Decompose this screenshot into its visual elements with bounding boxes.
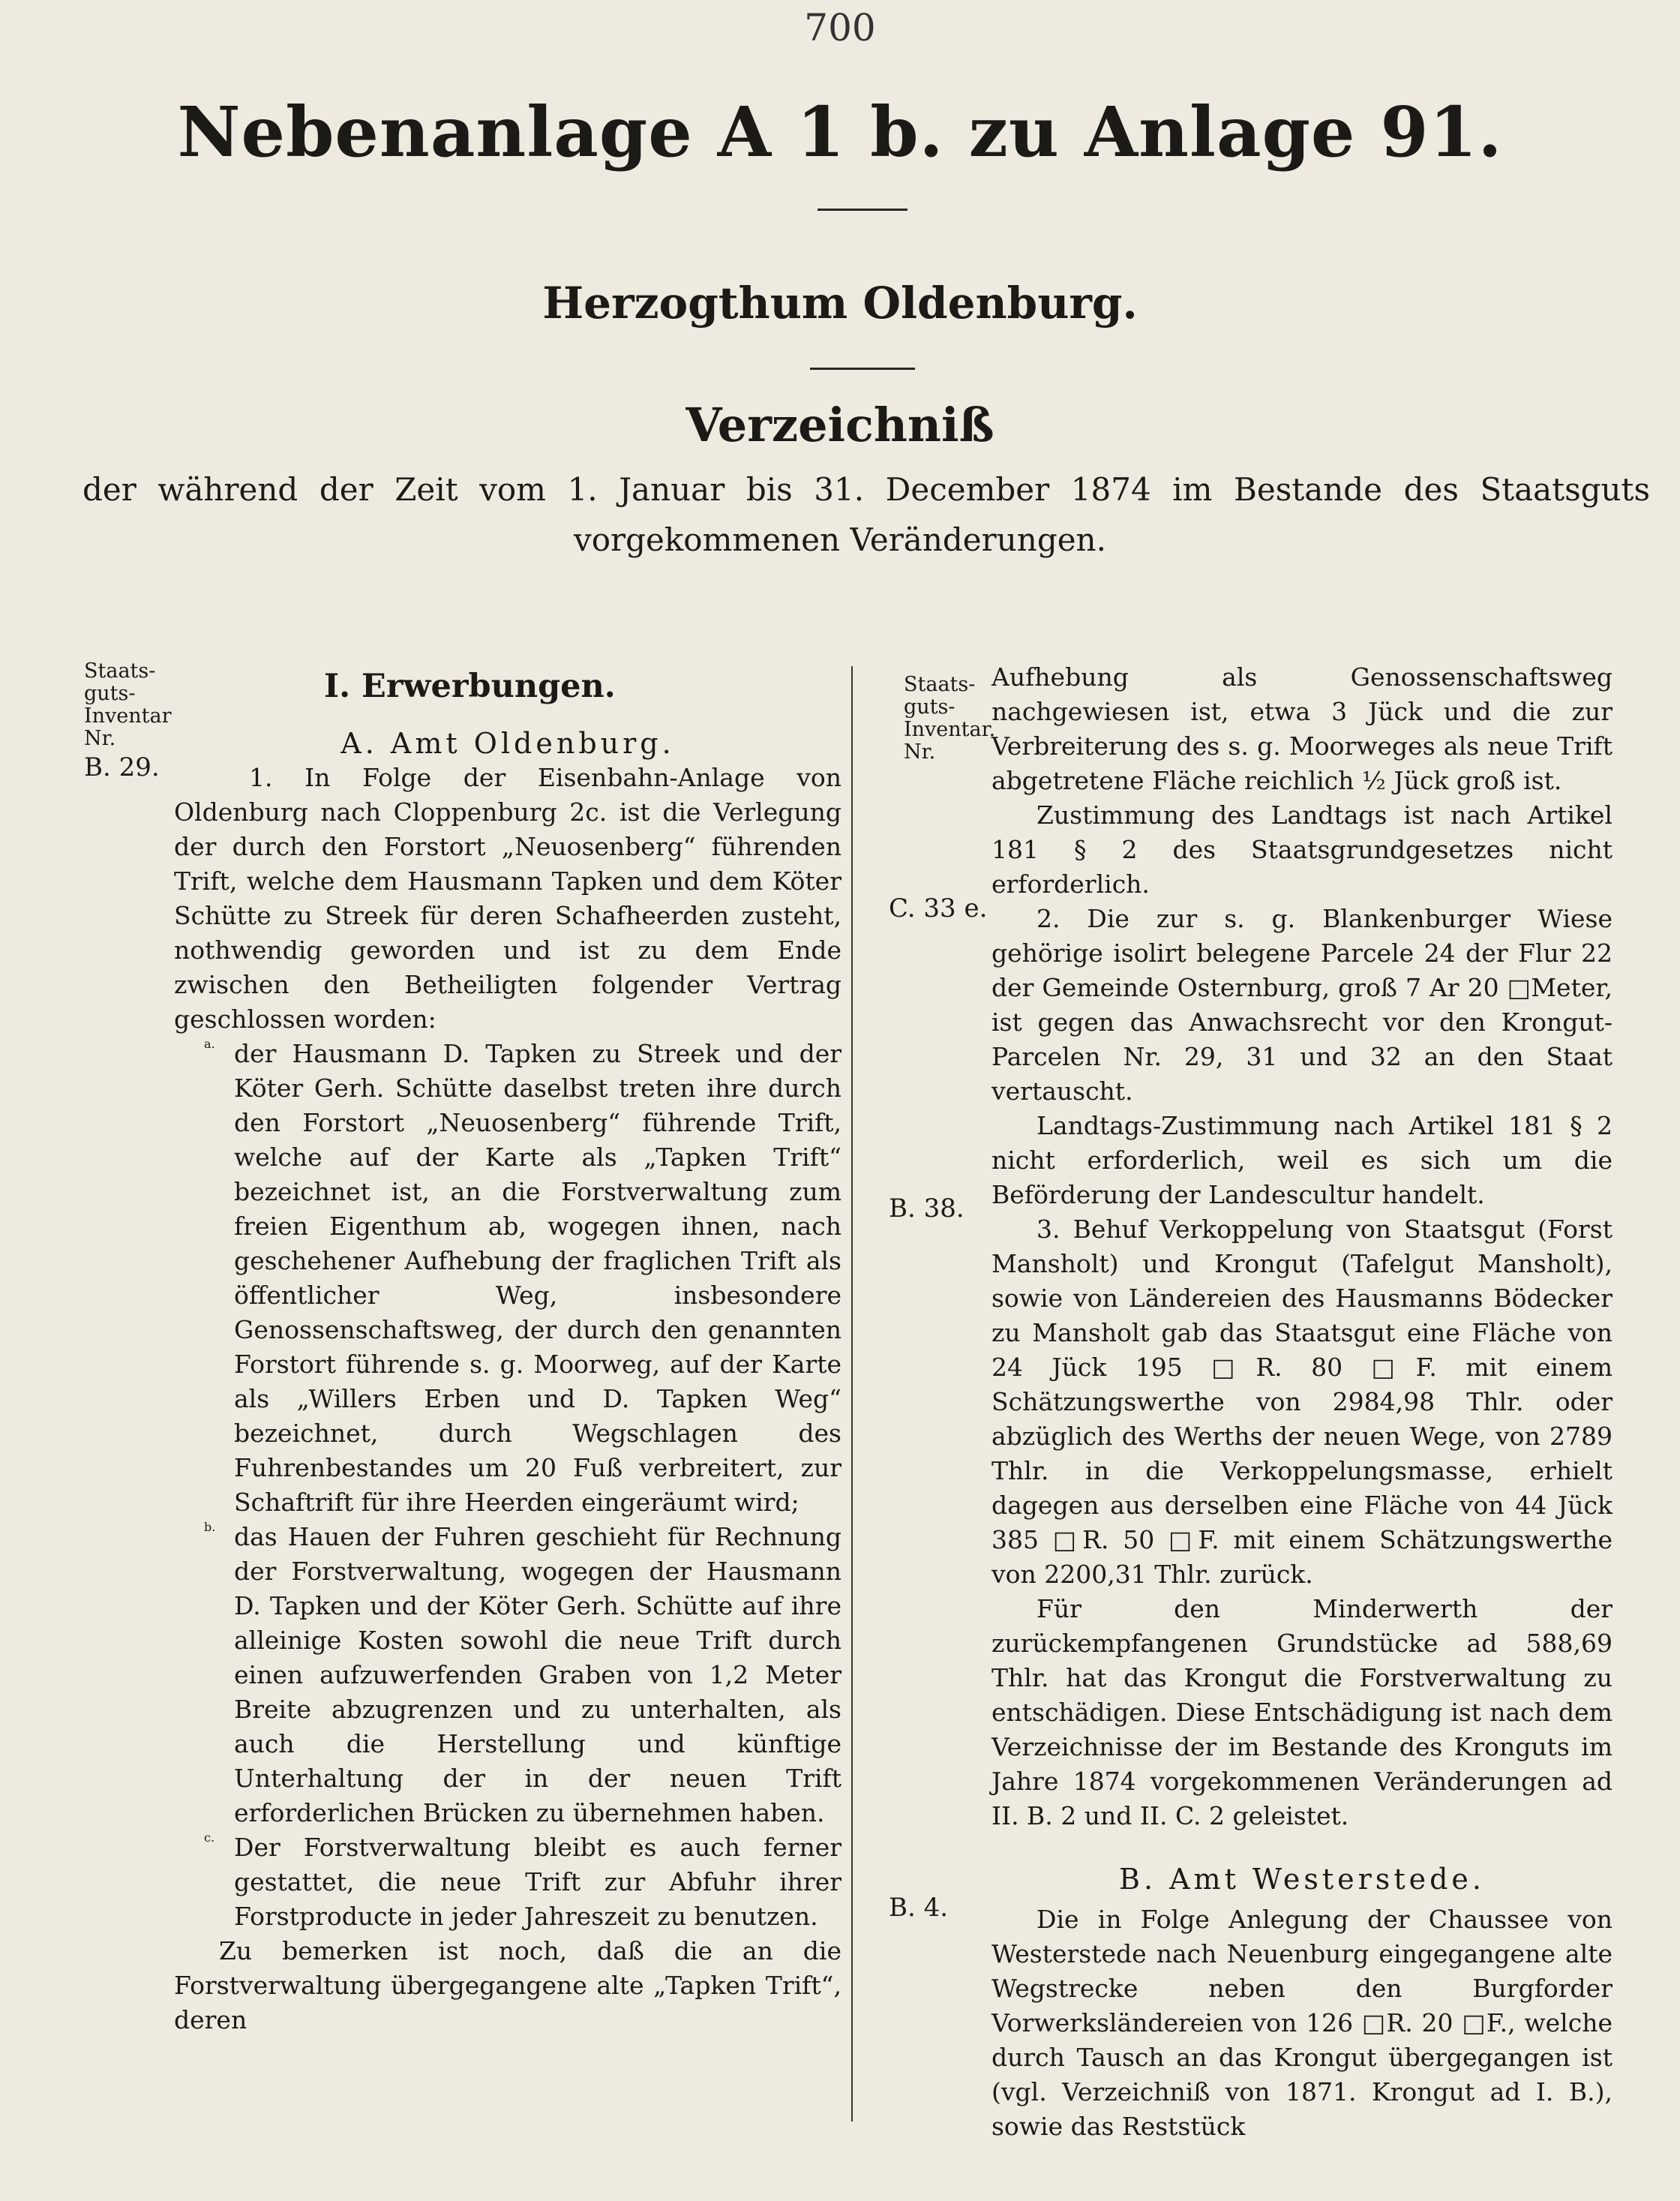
paragraph-zustimmung: Zustimmung des Landtags ist nach Artikel 181 § 2 des Staatsgrundgesetzes nicht erforderlich. xyxy=(992,800,1612,899)
state-rule xyxy=(810,368,915,370)
list-item-b-label: b. xyxy=(204,1520,216,1534)
list-item-c xyxy=(174,1830,842,1934)
inventory-ref-b4: B. 4. xyxy=(889,1893,949,1923)
left-column xyxy=(174,660,842,2037)
inventory-ref-c33e: C. 33 e. xyxy=(889,893,988,923)
paragraph-4: Die in Folge Anlegung der Chaussee von Westerstede nach Neuenburg eingegangene alte Wegstrecke neben den Burgforder Vorwerksländereien von 126 □R. 20 □F., welche durch Tausch an das Krongut übergegangen ist (vgl. Verzeichniß von 1871. Krongut ad I. B.), sowie das Reststück xyxy=(992,1905,1612,2141)
paragraph-2: 2. Die zur s. g. Blankenburger Wiese gehörige isolirt belegene Parcele 24 der Flur 22 der Gemeinde Osternburg, groß 7 Ar 20 □Meter, ist gegen das Anwachsrecht vor den Krongut-Parcelen Nr. 29, 31 und 32 an den Staat vertauscht. xyxy=(992,904,1612,1106)
list-item-a xyxy=(174,1037,842,1520)
page-number: 700 xyxy=(804,6,876,50)
paragraph-note: Zu bemerken ist noch, daß die an die Forstverwaltung übergegangene alte „Tapken Trift“, deren xyxy=(174,1936,842,2034)
column-divider xyxy=(851,666,853,2121)
state-heading: Herzogthum Oldenburg. xyxy=(542,278,1138,329)
right-column xyxy=(992,660,1612,2144)
amt-oldenburg-heading: A. Amt Oldenburg. xyxy=(340,727,675,760)
register-subheading-line-1: der während der Zeit vom 1. Januar bis 31. December 1874 im Bestande des Staatsguts xyxy=(82,471,1650,508)
inventory-column-header-right: Staats-guts-Inventar. Nr. xyxy=(904,673,996,764)
paragraph-3: 3. Behuf Verkoppelung von Staatsgut (Forst Mansholt) und Krongut (Tafelgut Mansholt), sowie von Ländereien des Hausmanns Bödecker zu Mansholt gab das Staatsgut eine Fläche von 24 Jück 195 □R. 80 □F. mit einem Schätzungswerthe von 2984,98 Thlr. oder abzüglich des Werths der neuen Wege, von 2789 Thlr. in die Verkoppelungsmasse, erhielt dagegen aus derselben eine Fläche von 44 Jück 385 □R. 50 □F. mit einem Schätzungswerthe von 2200,31 Thlr. zurück. xyxy=(992,1215,1612,1589)
amt-westerstede-heading: B. Amt Westerstede. xyxy=(1119,1863,1485,1896)
list-item-a-text: der Hausmann D. Tapken zu Streek und der Köter Gerh. Schütte daselbst treten ihre durch den Forstort „Neuosenberg“ führende Trift, welche auf der Karte als „Tapken Trift“ bezeichnet ist, an die Forstverwaltung zum freien Eigenthum ab, wogegen ihnen, nach geschehener Aufhebung der fraglichen Trift als öffentlicher Weg, insbesondere Genossenschaftsweg, der durch den genannten Forstort führende s. g. Moorweg, auf der Karte als „Willers Erben und D. Tapken Weg“ bezeichnet, durch Wegschlagen des Fuhrenbestandes um 20 Fuß verbreitert, zur Schaftrift für ihre Heerden eingeräumt wird; xyxy=(234,1039,842,1517)
page-title: Nebenanlage A 1 b. zu Anlage 91. xyxy=(177,92,1503,173)
paragraph-2-note: Landtags-Zustimmung nach Artikel 181 § 2 nicht erforderlich, weil es sich um die Beförderung der Landescultur handelt. xyxy=(992,1111,1612,1209)
list-item-b xyxy=(174,1520,842,1830)
inventory-ref-b38: B. 38. xyxy=(889,1194,964,1224)
paragraph-3-note: Für den Minderwerth der zurückempfangenen Grundstücke ad 588,69 Thlr. hat das Krongut die Forstverwaltung zu entschädigen. Diese Entschädigung ist nach dem Verzeichnisse der im Bestande des Kronguts im Jahre 1874 vorgekommenen Veränderungen ad II. B. 2 und II. C. 2 geleistet. xyxy=(992,1594,1612,1830)
list-item-b-text: das Hauen der Fuhren geschieht für Rechnung der Forstverwaltung, wogegen der Hausmann D. Tapken und der Köter Gerh. Schütte auf ihre alleinige Kosten sowohl die neue Trift durch einen aufzuwerfenden Graben von 1,2 Meter Breite abzugrenzen und zu unterhalten, als auch die Herstellung und künftige Unterhaltung der in der neuen Trift erforderlichen Brücken zu übernehmen haben. xyxy=(234,1522,842,1827)
register-subheading-line-2: vorgekommenen Veränderungen. xyxy=(574,521,1106,558)
list-item-c-label: c. xyxy=(204,1830,215,1845)
paragraph-continuation: Aufhebung als Genossenschaftsweg nachgewiesen ist, etwa 3 Jück und die zur Verbreiterung des s. g. Moorweges als neue Trift abgetretene Fläche reichlich ½ Jück groß ist. xyxy=(992,662,1612,795)
inventory-ref-b29: B. 29. xyxy=(84,752,160,782)
title-rule xyxy=(818,209,908,211)
section-title: I. Erwerbungen. xyxy=(324,668,616,705)
list-item-a-label: a. xyxy=(204,1037,215,1051)
paragraph-1: 1. In Folge der Eisenbahn-Anlage von Oldenburg nach Cloppenburg 2c. ist die Verlegung der durch den Forstort „Neuosenberg“ führenden Trift, welche dem Hausmann Tapken und dem Köter Schütte zu Streek für deren Schafheerden zusteht, nothwendig geworden und ist zu dem Ende zwischen den Betheiligten folgender Vertrag geschlossen worden: xyxy=(174,763,842,1034)
register-heading: Verzeichniß xyxy=(686,398,994,452)
list-item-c-text: Der Forstverwaltung bleibt es auch ferner gestattet, die neue Trift zur Abfuhr ihrer Forstproducte in jeder Jahreszeit zu benutzen. xyxy=(234,1833,842,1931)
inventory-column-header-left: Staats-guts-Inventar Nr. xyxy=(84,659,172,750)
